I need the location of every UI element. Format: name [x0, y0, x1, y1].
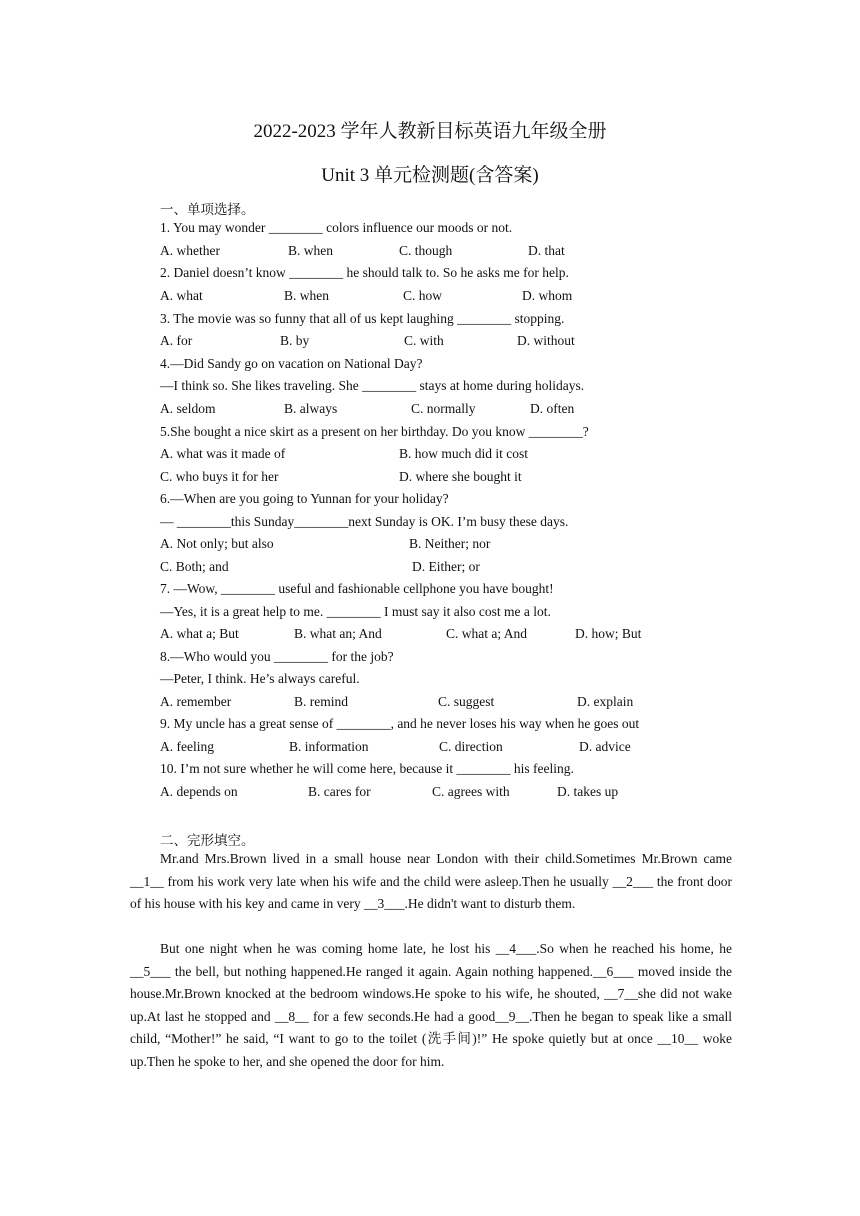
question-7-option-b: B. what an; And	[294, 626, 382, 641]
question-10-option-b: B. cares for	[308, 784, 371, 799]
question-3-option-d: D. without	[517, 333, 575, 348]
document-subtitle: Unit 3 单元检测题(含答案)	[321, 165, 539, 186]
question-9-option-b: B. information	[289, 739, 369, 754]
question-6-option-b: B. Neither; nor	[409, 536, 491, 551]
question-8-option-a: A. remember	[160, 694, 232, 709]
question-10-option-c: C. agrees with	[432, 784, 510, 799]
question-4-option-c: C. normally	[411, 401, 476, 416]
cloze-paragraph-2: But one night when he was coming home late, he lost his __4___.So when he reached his home, he __5___ the bell, but nothing happened.He ranged it again. Again nothing happened.__6___ moved inside the house.Mr.Brown knocked at the bedroom windows.He spoke to his wife, he shouted, __7__she did not wake up.At last he stopped and __8__ for a few seconds.He had a good__9__.Then he began to speak like a small child, “Mother!” he said, “I want to go to the toilet (洗手间)!” He spoke quietly but at once __10__ woke up.Then he spoke to her, and she opened the door for him.	[130, 941, 732, 1069]
question-7-stem-line2: —Yes, it is a great help to me. ________ I must say it also cost me a lot.	[160, 604, 551, 619]
cloze-paragraph-1: Mr.and Mrs.Brown lived in a small house near London with their child.Sometimes Mr.Brown came __1__ from his work very late when his wife and the child were asleep.Then he usually __2___ the front door of his house with his key and came in very __3___.He didn't want to disturb them.	[130, 851, 732, 912]
question-8-option-c: C. suggest	[438, 694, 495, 709]
question-2-option-b: B. when	[284, 288, 329, 303]
question-5-option-a: A. what was it made of	[160, 446, 286, 461]
question-5-option-c: C. who buys it for her	[160, 469, 279, 484]
section1-heading: 一、单项选择。	[160, 202, 255, 217]
question-10-stem: 10. I’m not sure whether he will come here, because it ________ his feeling.	[160, 761, 574, 776]
question-6-stem-line2: — ________this Sunday________next Sunday is OK. I’m busy these days.	[160, 514, 569, 529]
question-2-option-d: D. whom	[522, 288, 573, 303]
question-1-option-c: C. though	[399, 243, 453, 258]
question-8-stem-line2: —Peter, I think. He’s always careful.	[160, 671, 360, 686]
question-6-option-d: D. Either; or	[412, 559, 480, 574]
question-8-stem-line1: 8.—Who would you ________ for the job?	[160, 649, 394, 664]
question-4-option-d: D. often	[530, 401, 575, 416]
question-8-option-b: B. remind	[294, 694, 348, 709]
question-3-option-c: C. with	[404, 333, 444, 348]
question-4-option-a: A. seldom	[160, 401, 216, 416]
question-4-stem-line2: —I think so. She likes traveling. She ________ stays at home during holidays.	[160, 378, 585, 393]
question-8-option-d: D. explain	[577, 694, 634, 709]
question-4-stem-line1: 4.—Did Sandy go on vacation on National Day?	[160, 356, 423, 371]
question-3-option-a: A. for	[160, 333, 193, 348]
document-title: 2022-2023 学年人教新目标英语九年级全册	[253, 121, 607, 142]
question-1-option-d: D. that	[528, 243, 565, 258]
question-5-option-b: B. how much did it cost	[399, 446, 528, 461]
question-7-stem-line1: 7. —Wow, ________ useful and fashionable cellphone you have bought!	[160, 581, 554, 596]
question-2-stem: 2. Daniel doesn’t know ________ he should talk to. So he asks me for help.	[160, 265, 569, 280]
question-9-option-d: D. advice	[579, 739, 631, 754]
question-1-option-b: B. when	[288, 243, 333, 258]
question-3-stem: 3. The movie was so funny that all of us kept laughing ________ stopping.	[160, 311, 565, 326]
question-9-option-c: C. direction	[439, 739, 503, 754]
question-6-option-c: C. Both; and	[160, 559, 229, 574]
question-1-option-a: A. whether	[160, 243, 220, 258]
question-9-option-a: A. feeling	[160, 739, 214, 754]
section2-heading: 二、完形填空。	[160, 833, 255, 848]
question-10-option-a: A. depends on	[160, 784, 238, 799]
question-7-option-a: A. what a; But	[160, 626, 239, 641]
question-5-stem: 5.She bought a nice skirt as a present on her birthday. Do you know ________?	[160, 424, 589, 439]
question-2-option-a: A. what	[160, 288, 203, 303]
question-5-option-d: D. where she bought it	[399, 469, 522, 484]
question-7-option-d: D. how; But	[575, 626, 642, 641]
question-7-option-c: C. what a; And	[446, 626, 527, 641]
question-2-option-c: C. how	[403, 288, 443, 303]
question-1-stem: 1. You may wonder ________ colors influence our moods or not.	[160, 220, 513, 235]
question-9-stem: 9. My uncle has a great sense of ________, and he never loses his way when he goes out	[160, 716, 640, 731]
question-4-option-b: B. always	[284, 401, 338, 416]
question-6-option-a: A. Not only; but also	[160, 536, 274, 551]
question-6-stem-line1: 6.—When are you going to Yunnan for your holiday?	[160, 491, 449, 506]
question-10-option-d: D. takes up	[557, 784, 619, 799]
question-3-option-b: B. by	[280, 333, 310, 348]
